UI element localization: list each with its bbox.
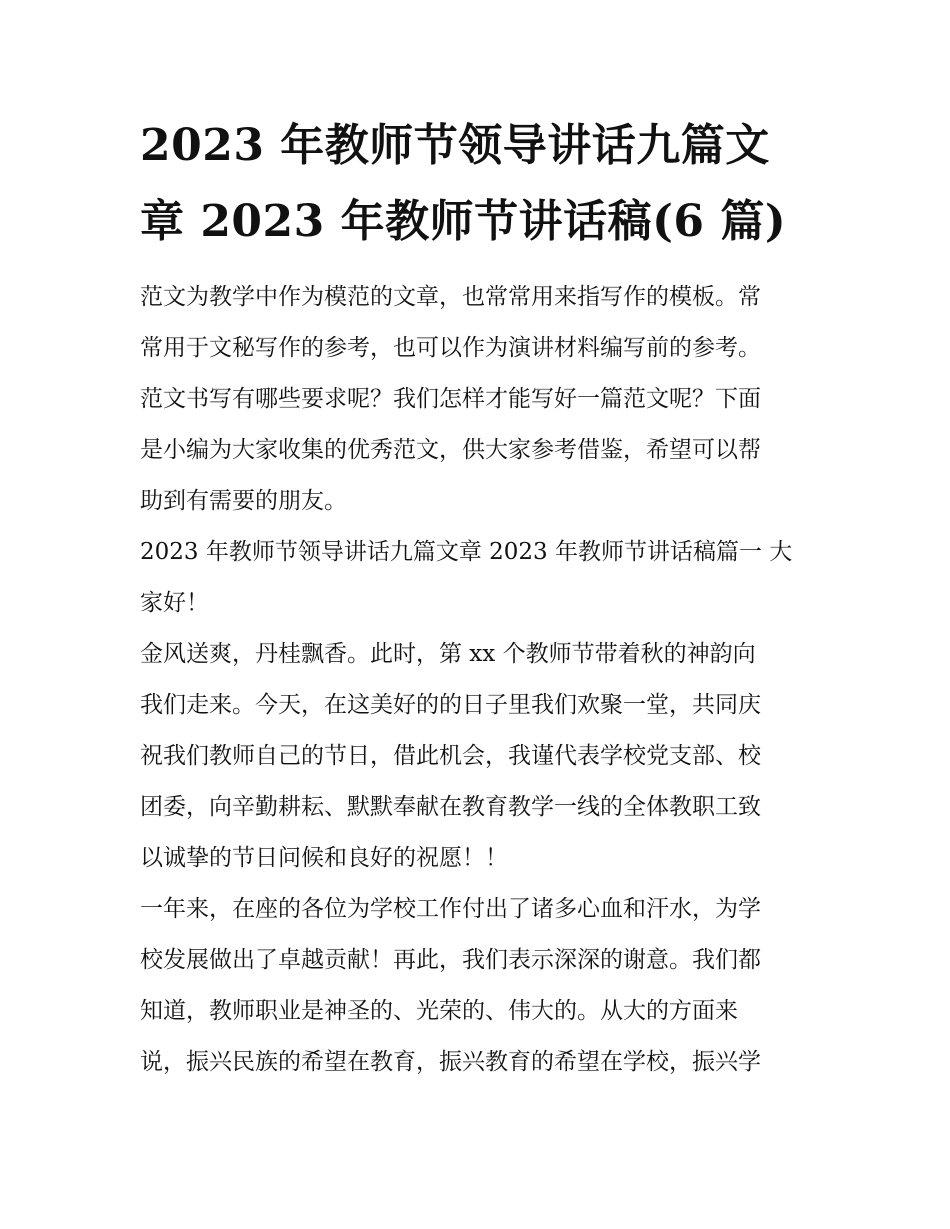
text-line: 是小编为大家收集的优秀范文，供大家参考借鉴，希望可以帮 <box>140 437 761 463</box>
text-line: 祝我们教师自己的节日，借此机会，我谨代表学校党支部、校 <box>140 743 761 769</box>
title-line: 2023 年教师节领导讲话九篇文 <box>140 120 770 171</box>
text-line: 以诚挚的节日问候和良好的祝愿！！ <box>140 845 508 871</box>
section-heading-paragraph <box>140 527 812 629</box>
document-page <box>140 108 812 1088</box>
document-title <box>140 108 812 260</box>
text-line: 一年来，在座的各位为学校工作付出了诸多心血和汗水，为学 <box>140 896 761 922</box>
text-line: 校发展做出了卓越贡献！再此，我们表示深深的谢意。我们都 <box>140 947 761 973</box>
text-line: 说，振兴民族的希望在教育，振兴教育的希望在学校，振兴学 <box>140 1049 761 1075</box>
text-line: 金风送爽，丹桂飘香。此时，第 xx 个教师节带着秋的神韵向 <box>140 641 756 667</box>
text-line: 知道，教师职业是神圣的、光荣的、伟大的。从大的方面来 <box>140 998 738 1024</box>
document-body <box>140 272 812 1088</box>
text-line: 2023 年教师节领导讲话九篇文章 2023 年教师节讲话稿篇一 大 <box>140 539 793 565</box>
text-line: 家好！ <box>140 590 209 616</box>
text-line: 常用于文秘写作的参考，也可以作为演讲材料编写前的参考。 <box>140 335 761 361</box>
title-line: 章 2023 年教师节讲话稿(6 篇) <box>140 196 787 247</box>
body-paragraph <box>140 884 812 1088</box>
text-line: 范文为教学中作为模范的文章，也常常用来指写作的模板。常 <box>140 284 761 310</box>
greeting-paragraph <box>140 629 812 884</box>
text-line: 团委，向辛勤耕耘、默默奉献在教育教学一线的全体教职工致 <box>140 794 761 820</box>
text-line: 范文书写有哪些要求呢？我们怎样才能写好一篇范文呢？下面 <box>140 386 761 412</box>
intro-paragraph <box>140 272 812 527</box>
text-line: 我们走来。今天，在这美好的的日子里我们欢聚一堂，共同庆 <box>140 692 761 718</box>
text-line: 助到有需要的朋友。 <box>140 488 347 514</box>
